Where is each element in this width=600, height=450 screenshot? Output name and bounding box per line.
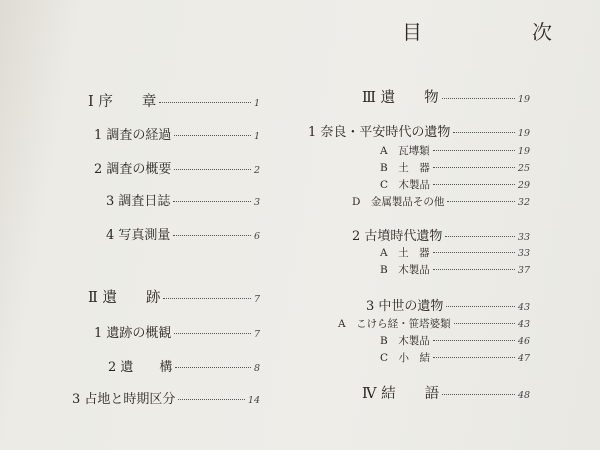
toc-page-number: 47: [517, 353, 530, 364]
toc-entry-chapter-4: [362, 382, 530, 403]
toc-page-number: 32: [517, 197, 530, 208]
toc-page-number: 19: [517, 128, 530, 139]
dot-leader: [163, 298, 250, 299]
dot-leader: [442, 394, 515, 395]
toc-entry-label: B 土 器: [380, 162, 430, 174]
toc-entry-label: C 木製品: [380, 179, 431, 191]
toc-page-number: 19: [517, 146, 530, 157]
toc-entry-label: A 土 器: [380, 247, 430, 259]
toc-entry-label: B 木製品: [380, 335, 430, 347]
toc-entry-chapter-3: [362, 86, 530, 107]
toc-entry: [94, 158, 260, 177]
dot-leader: [433, 340, 515, 341]
toc-entry-label: C 小 結: [380, 352, 431, 364]
toc-page-number: 25: [517, 163, 530, 174]
dot-leader: [175, 367, 251, 368]
toc-entry-label: Ⅲ 遺 物: [362, 90, 439, 106]
toc-page-number: 43: [517, 319, 530, 330]
toc-page-number: 19: [517, 94, 530, 105]
toc-page-number: 3: [253, 197, 260, 208]
toc-entry-label: A 瓦塼類: [380, 145, 430, 157]
toc-page-number: 8: [253, 363, 260, 374]
toc-entry: [380, 262, 530, 277]
toc-page-number: 7: [253, 294, 260, 305]
toc-entry-label: A こけら経・笹塔婆類: [338, 318, 451, 330]
toc-entry: [380, 245, 530, 260]
toc-entry-label: 1 遺跡の概観: [94, 326, 172, 341]
toc-entry-label: 1 奈良・平安時代の遺物: [308, 125, 451, 140]
dot-leader: [433, 252, 515, 253]
toc-entry-label: 3 調査日誌: [106, 194, 171, 209]
dot-leader: [159, 102, 251, 103]
toc-page-number: 7: [253, 329, 260, 340]
toc-entry-label: 2 古墳時代遺物: [352, 229, 443, 244]
toc-entry: [380, 350, 530, 365]
toc-entry-label: 4 写真測量: [106, 228, 171, 243]
toc-entry: [108, 356, 260, 375]
toc-entry: [94, 322, 260, 341]
toc-entry: [106, 224, 260, 243]
toc-entry-label: 1 調査の経過: [94, 128, 172, 143]
toc-entry-label: B 木製品: [380, 264, 430, 276]
dot-leader: [174, 333, 251, 334]
dot-leader: [433, 184, 515, 185]
toc-page-number: 2: [253, 165, 260, 176]
toc-title-char-1: 目: [402, 20, 422, 44]
toc-entry: [106, 190, 260, 209]
toc-page-number: 43: [517, 302, 530, 313]
toc-entry: [380, 177, 530, 192]
toc-entry-chapter-2: [88, 286, 260, 307]
toc-entry: [380, 143, 530, 158]
toc-entry: [366, 295, 530, 314]
dot-leader: [446, 306, 515, 307]
toc-page-number: 48: [517, 390, 530, 401]
toc-page-number: 29: [517, 180, 530, 191]
toc-entry-label: Ⅳ 結 語: [362, 386, 440, 402]
dot-leader: [174, 169, 251, 170]
toc-entry-label: 2 調査の概要: [94, 162, 172, 177]
dot-leader: [173, 235, 251, 236]
toc-page-number: 14: [247, 395, 260, 406]
dot-leader: [433, 357, 515, 358]
toc-page-number: 46: [517, 336, 530, 347]
dot-leader: [433, 150, 515, 151]
toc-entry: [380, 333, 530, 348]
toc-page-number: 6: [253, 231, 260, 242]
toc-entry: [338, 316, 530, 331]
dot-leader: [447, 201, 514, 202]
toc-title: [402, 16, 552, 45]
toc-page-number: 37: [517, 265, 530, 276]
toc-entry-label: Ⅱ 遺 跡: [88, 290, 161, 306]
toc-entry-chapter-1: [88, 90, 260, 111]
toc-entry: [352, 194, 530, 209]
dot-leader: [454, 323, 515, 324]
toc-title-char-2: 次: [532, 20, 552, 44]
toc-page-number: 1: [253, 98, 260, 109]
dot-leader: [178, 399, 245, 400]
toc-entry-label: 3 占地と時期区分: [72, 392, 176, 407]
dot-leader: [173, 201, 251, 202]
toc-entry: [94, 124, 260, 143]
dot-leader: [174, 135, 251, 136]
toc-entry-label: 2 遺 構: [108, 360, 173, 375]
toc-entry: [308, 121, 530, 140]
dot-leader: [433, 269, 515, 270]
dot-leader: [445, 236, 515, 237]
dot-leader: [442, 98, 515, 99]
toc-entry: [380, 160, 530, 175]
toc-page-number: 1: [253, 131, 260, 142]
toc-entry-label: 3 中世の遺物: [366, 299, 444, 314]
toc-page-number: 33: [517, 232, 530, 243]
toc-entry: [72, 388, 260, 407]
toc-entry: [352, 225, 530, 244]
dot-leader: [433, 167, 515, 168]
toc-entry-label: D 金属製品その他: [352, 196, 445, 208]
dot-leader: [453, 132, 515, 133]
toc-entry-label: Ⅰ 序 章: [88, 94, 157, 110]
toc-page-number: 33: [517, 248, 530, 259]
